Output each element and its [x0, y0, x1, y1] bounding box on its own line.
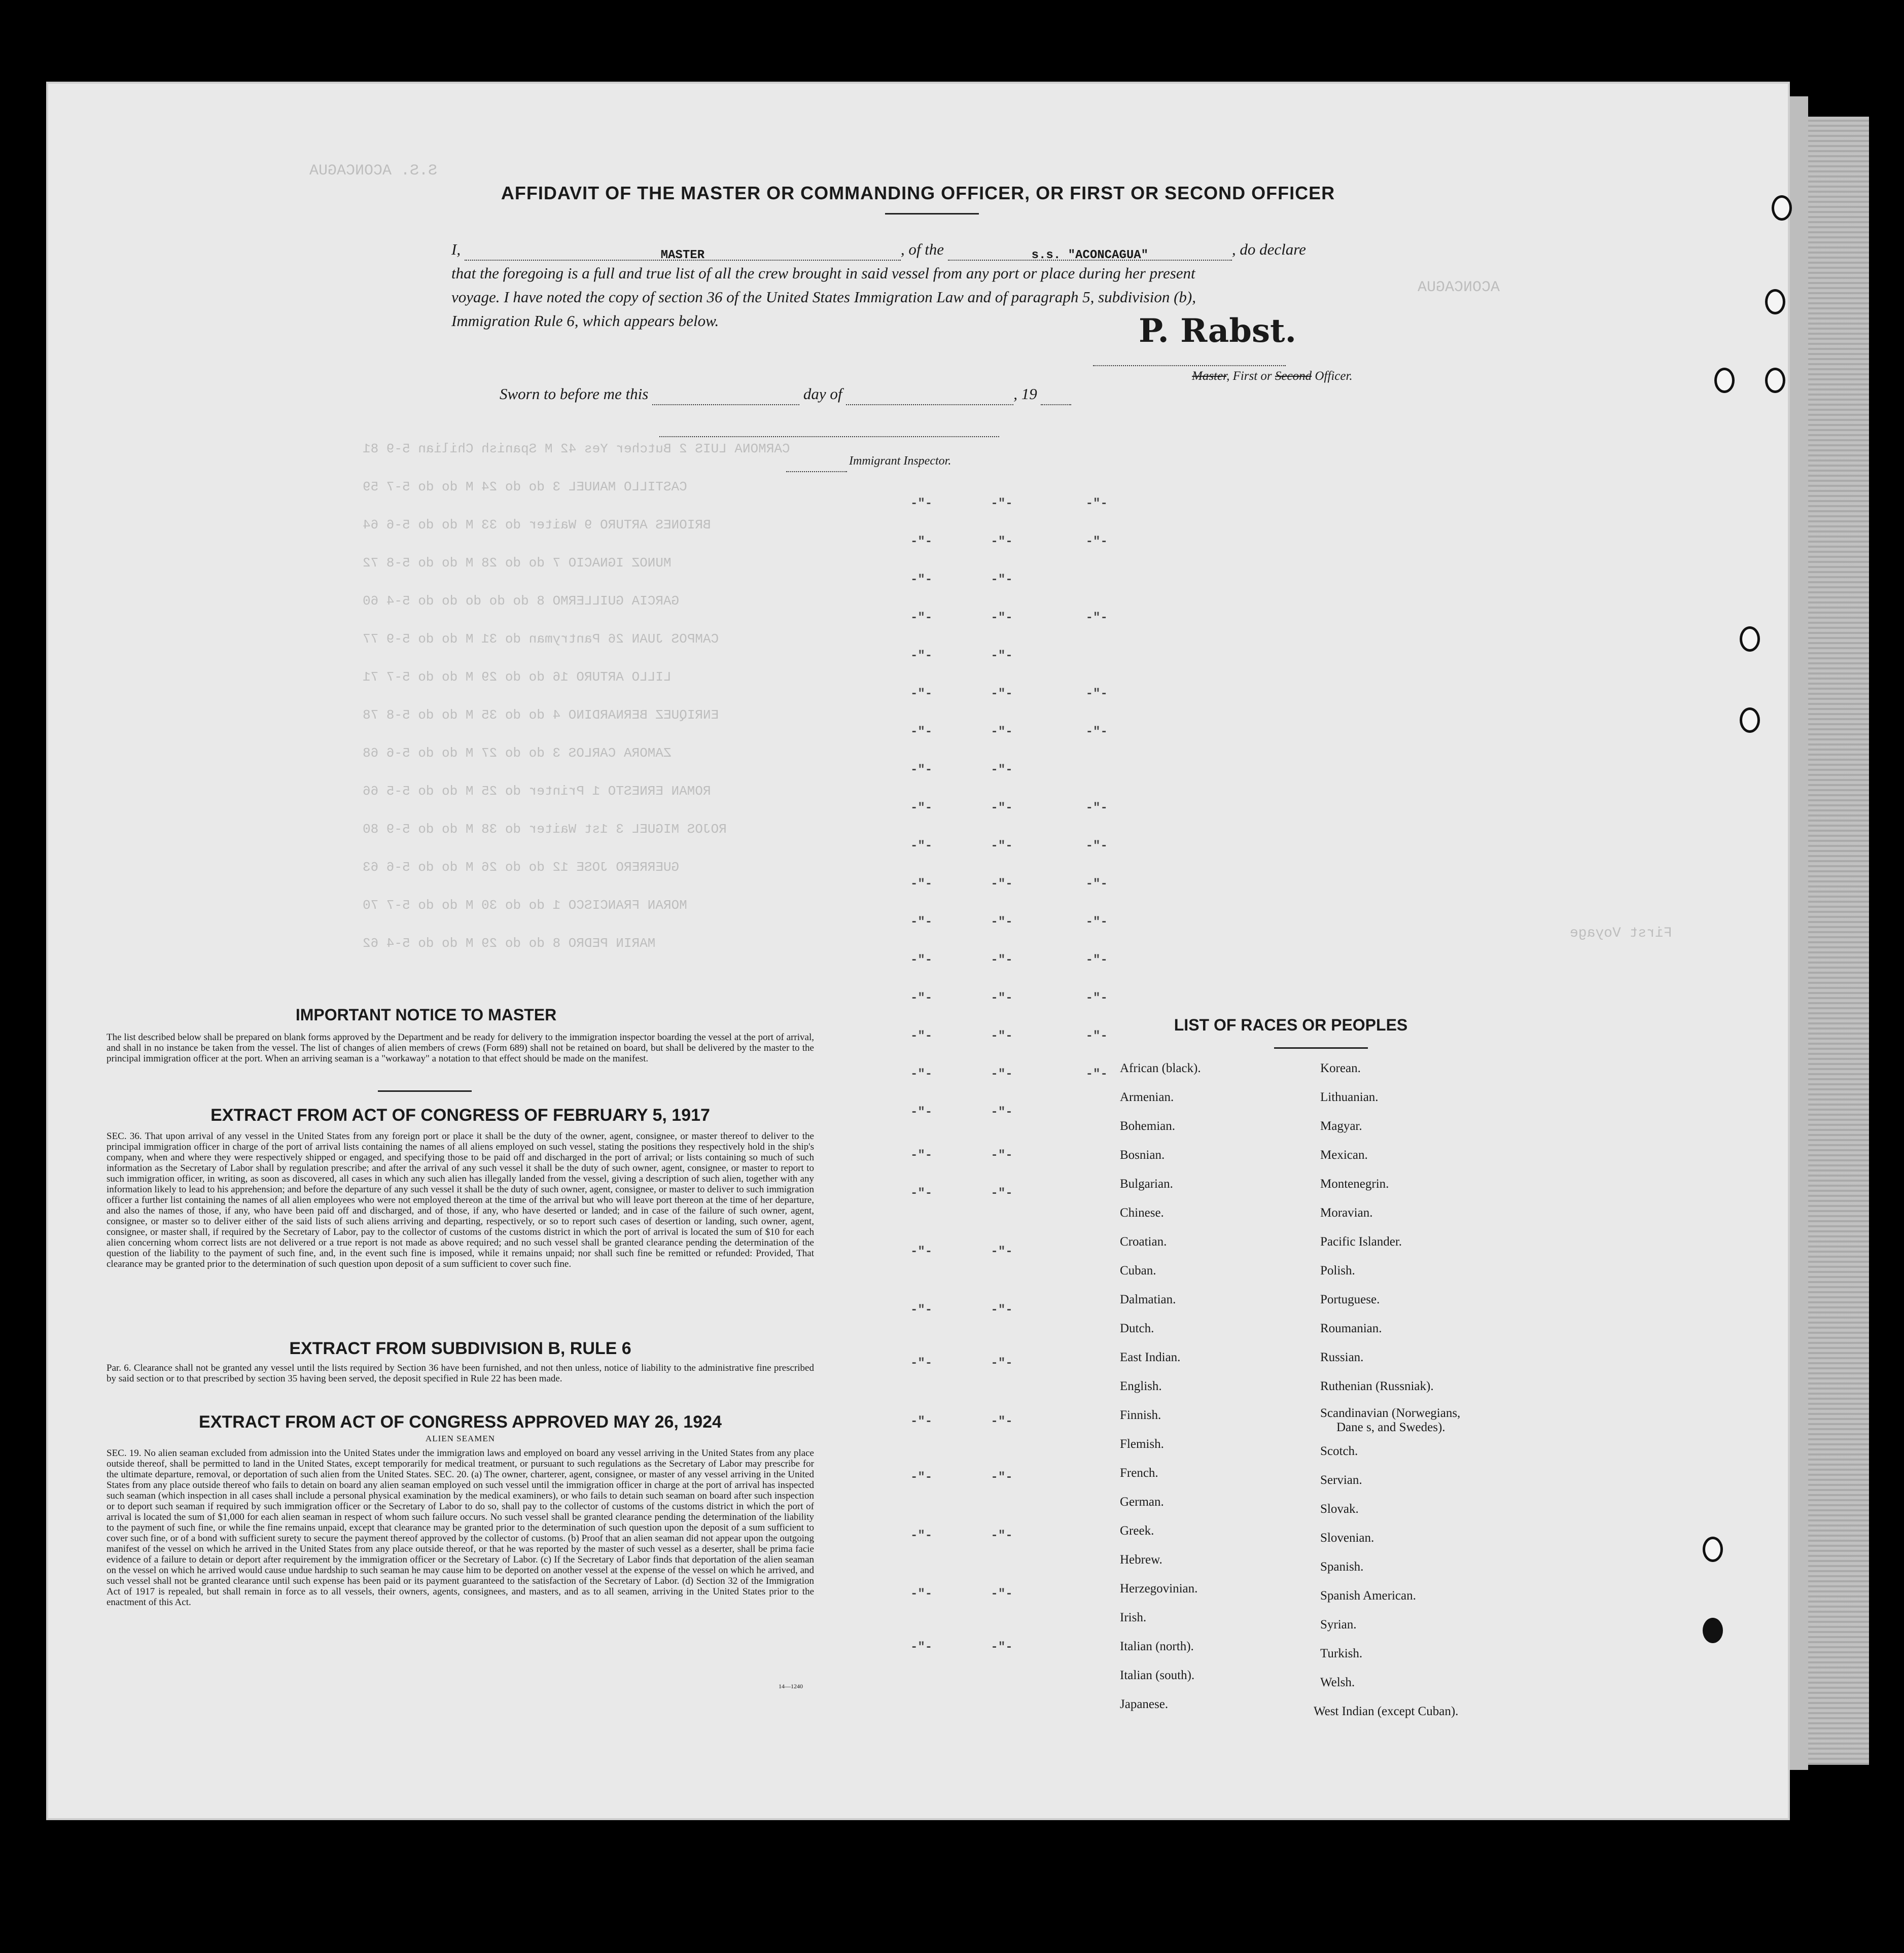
- race-item: Polish.: [1320, 1264, 1355, 1277]
- ghost-row: ZAMORA CARLOS 3 do do 27 M do do 5-6 68: [363, 745, 672, 761]
- notice-rule: [378, 1090, 472, 1092]
- officer-caption-end: Officer.: [1315, 369, 1353, 383]
- race-item: German.: [1120, 1495, 1164, 1509]
- inspector-line: [786, 450, 951, 472]
- race-item: Irish.: [1120, 1611, 1147, 1624]
- race-item: English.: [1120, 1379, 1162, 1393]
- ghost-row: BRIONES ARTURO 9 Waiter do 33 M do do 5-6 64: [363, 517, 711, 532]
- ghost-row: CAMPOS JUAN 26 Pantryman do 31 M do do 5-9 77: [363, 631, 719, 647]
- year-prefix: , 19: [1013, 385, 1037, 403]
- ghost-row: LILLO ARTURO 16 do do 29 M do do 5-7 71: [363, 669, 672, 685]
- race-item: Greek.: [1120, 1524, 1154, 1538]
- race-item: Dane s, and Swedes).: [1336, 1421, 1445, 1434]
- affidavit-line-2: that the foregoing is a full and true list of all the crew brought in said vessel from any port or place during her present: [451, 264, 1195, 282]
- sworn-prefix: Sworn to before me this: [500, 385, 649, 403]
- race-item: Japanese.: [1120, 1697, 1169, 1711]
- race-item: Slovenian.: [1320, 1531, 1374, 1545]
- declarant-prefix: I,: [451, 240, 461, 258]
- affidavit-line-3: voyage. I have noted the copy of section 36 of the United States Immigration Law and of paragraph 5, subdivision (b),: [451, 288, 1196, 306]
- punch-hole: [1740, 626, 1760, 652]
- race-item: West Indian (except Cuban).: [1314, 1705, 1459, 1718]
- ghost-row: GARCIA GUILLERMO 8 do do do do do 5-4 60: [363, 593, 680, 609]
- ghost-header-right: ACONCAGUA: [1418, 279, 1500, 296]
- race-item: Pacific Islander.: [1320, 1235, 1402, 1249]
- notice-title: IMPORTANT NOTICE TO MASTER: [295, 1006, 557, 1024]
- race-item: Armenian.: [1120, 1090, 1174, 1104]
- race-item: Finnish.: [1120, 1408, 1161, 1422]
- day-of-label: day of: [803, 385, 842, 403]
- inspector-signature-line: [659, 436, 999, 437]
- officer-caption-first: , First or: [1226, 369, 1272, 383]
- ghost-row: GUERRERO JOSE 12 do do 26 M do do 5-6 63: [363, 860, 680, 875]
- punch-hole: [1703, 1618, 1723, 1643]
- ghost-row: ROJOS MIGUEL 3 1st Waiter do 38 M do do 5-9 80: [363, 822, 727, 837]
- of-the-label: , of the: [900, 240, 944, 258]
- race-item: Chinese.: [1120, 1206, 1164, 1220]
- race-item: Syrian.: [1320, 1618, 1357, 1631]
- race-item: Portuguese.: [1320, 1293, 1380, 1306]
- punch-hole: [1765, 289, 1785, 314]
- race-item: Welsh.: [1320, 1676, 1355, 1689]
- declarant-name: MASTER: [465, 244, 901, 261]
- races-rule: [1274, 1047, 1368, 1049]
- affidavit-line-1: [451, 238, 1466, 261]
- ghost-row: MORAN FRANCISCO 1 do do 30 M do do 5-7 70: [363, 898, 687, 913]
- stacked-pages-edge: [1808, 117, 1869, 1765]
- officer-caption-master: Master: [1192, 369, 1227, 383]
- ghost-row: MUNOZ IGNACIO 7 do do 28 M do do 5-8 72: [363, 555, 672, 571]
- race-item: Spanish.: [1320, 1560, 1364, 1574]
- punch-hole: [1765, 368, 1785, 393]
- ghost-row: ROMAN ERNESTO 1 Printer do 25 M do do 5-5 66: [363, 784, 711, 799]
- officer-caption-second: Second: [1275, 369, 1312, 383]
- do-declare-label: , do declare: [1231, 240, 1306, 258]
- race-item: Dutch.: [1120, 1322, 1154, 1335]
- races-title: LIST OF RACES OR PEOPLES: [1174, 1016, 1408, 1034]
- form-number: 14—1240: [779, 1683, 803, 1690]
- ghost-row: CARMONA LUIS 2 Butcher Yes 42 M Spanish Chilian 5-9 81: [363, 441, 790, 456]
- master-signature: P. Rabst.: [1139, 312, 1296, 350]
- race-item: Russian.: [1320, 1351, 1364, 1364]
- race-item: Servian.: [1320, 1473, 1362, 1487]
- manifest-page: S.S. ACONCAGUA ACONCAGUA First Voyage CARMONA LUIS 2 Butcher Yes 42 M Spanish Chilian 5-9 81 CASTILLO MANUEL 3 do do 24 M do do 5-7 59 BRIONES ARTURO 9 Waiter do 33 M do do 5-6 64 MUNOZ IGNACIO 7 do do 28 M do do 5-8 72 GARCIA GUILLERMO 8 do do do do do 5-4 60 CAMPOS JUAN 26 Pantryman do 31 M do do 5-9 77 LILLO ARTURO 16 do do 29 M do do 5-7 71 ENRIQUEZ BERNARDINO 4 do do 35 M do do 5-8 78 ZAMORA CARLOS 3 do do 27 M do do 5-6 68 ROMAN ERNESTO 1 Printer do 25 M do do 5-5 66 ROJOS MIGUEL 3 1st Waiter do 38 M do do 5-9 80 GUERRERO JOSE 12 do do 26 M do do 5-6 63 MORAN FRANCISCO 1 do do 30 M do do 5-7 70 MARIN PEDRO 8 do do 29 M do do 5-4 62 -"- -"- -"- -"- -"- -"- -"- -"- -"- -"- -"- -"- -"- -"- -"- -"- -"- -"- -"- -"- -"- -"- -"- -"- -"- -"- -"- -"- -"- -"- -"- -"- -"- -"- -"- -"- -"- -"- -"- -"- -"- -"- -"- -"- -"- -"- -"- -"- -"- -"- -"- -"- -"- -"- -"- -"- -"- -"- -"- -"- -"- -"- -"- -"- -"- -"- -"- AFFIDAVIT OF THE MASTER OR COMMANDING OFFICER, OR FIRST OR SECOND OFFICER I, MASTER , of the s.s. "ACONCAGUA" , do declare that the foregoing is a full and true list of all the crew brought in said vessel from any port or place during her present voyage. I have noted the copy of section 36 of the United States Immigration Law and of paragraph 5, subdivision (b), Immigration Rule 6, which appears below. P. Rabst. Master, First or Second Officer. Sworn to before me this day of , 19 Immigrant Inspector. IMPORTANT NOTICE TO MASTER The list described below shall be prepared on blank forms approved by the Department and be ready for delivery to the immigration inspector boarding the vessel at the port of arrival, and shall in no instance be taken from the vessel. The list of changes of alien members of crews (Form 689) shall not be retained on board, but shall be delivered by the master to the principal immigration officer at the port. When an arriving seaman is a "workaway" a notation to that effect should be made on the manifest. EXTRACT FROM ACT OF CONGRESS OF FEBRUARY 5, 1917 SEC. 36. That upon arrival of any vessel in the United States from any foreign port or place it shall be the duty of the owner, agent, consignee, or master thereof to deliver to the principal immigration officer in charge of the port of arrival lists containing the names of all aliens employed on such vessel, stating the positions they respectively hold in the ship's company, when and where they were respectively shipped or engaged, and specifying those to be paid off and discharged in the port of arrival; or lists containing so much of such information as the Secretary of Labor shall by regulation prescribe; and after the arrival of any such vessel it shall be the duty of such owner, agent, consignee, or master to report to such immigration officer, in writing, as soon as discovered, all cases in which any such alien has illegally landed from the vessel, giving a description of such alien, together with any information likely to lead to his apprehension; and before the departure of any such vessel it shall be the duty of such owner, agent, consignee, or master to deliver to such immigration officer a further list containing the names of all alien employees who were not employed thereon at the time of the arrival but who will leave port thereon at the time of her departure, and also the names of those, if any, who have been paid off and discharged, and of those, if any, who have deserted or landed; and in case of the failure of such owner, agent, consignee, or master so to deliver either of the said lists of such aliens arriving and departing, respectively, or so to report such cases of desertion or landing, such owner, agent, consignee, or master shall, if required by the Secretary of Labor, pay to the collector of customs of the customs district in which the port of arrival is located the sum of $10 for each alien concerning whom correct lists are not delivered or a true report is not made as above required; and no such vessel shall be granted clearance pending the determination of the question of the liability to the payment of such fine, and, in the event such fine is imposed, while it remains unpaid; nor shall such fine be remitted or refunded: Provided, That clearance may be granted prior to the determination of such question upon deposit of a sum sufficient to cover such fine. EXTRACT FROM SUBDIVISION B, RULE 6 Par. 6. Clearance shall not be granted any vessel until the lists required by Section 36 have been furnished, and not then unless, notice of liability to the administrative fine prescribed by said section or to that prescribed by section 35 having been served, the deposit specified in Rule 22 has been made. EXTRACT FROM ACT OF CONGRESS APPROVED MAY 26, 1924 ALIEN SEAMEN SEC. 19. No alien seaman excluded from admission into the United States under the immigration laws and employed on board any vessel arriving in the United States from any place outside thereof, shall be permitted to land in the United States, except temporarily for medical treatment, or pursuant to such regulations as the Secretary of Labor may prescribe for the ultimate departure, removal, or deportation of such alien from the United States. SEC. 20. (a) The owner, charterer, agent, consignee, or master of any vessel arriving in the United States from any place outside thereof who fails to detain on board any alien seaman employed on such vessel until the immigration officer in charge at the port of arrival has inspected such seaman (which inspection in all cases shall include a personal physical examination by the medical examiners), or who fails to detain such seaman on board after such inspection or to deport such seaman if required by such immigration officer or the Secretary of Labor to do so, shall pay to the collector of customs of the customs district in which the port of arrival is located the sum of $1,000 for each alien seaman in respect of whom such failure occurs. No such vessel shall be granted clearance pending the determination of the liability to the payment of such fine, or while the fine remains unpaid, except that clearance may be granted prior to the determination of such question upon the deposit of a sum sufficient to cover such fine, or of a bond with sufficient surety to secure the payment thereof approved by the collector of customs. (b) Proof that an alien seaman did not appear upon the outgoing manifest of the vessel on which he arrived in the United States from any place outside thereof, or that he was reported by the master of such vessel as a deserter, shall be prima facie evidence of a failure to detain or deport after requirement by the immigration officer or the Secretary of Labor. (c) If the Secretary of Labor finds that deportation of the alien seaman on the vessel on which he arrived would cause undue hardship to such seaman he may cause him to be deported on another vessel at the expense of the vessel on which he arrived, and such vessel shall not be granted clearance until such expense has been paid or its payment guaranteed to the satisfaction of the Secretary of Labor. (d) Section 32 of the Immigration Act of 1917 is repealed, but shall remain in force as to all vessels, their owners, agents, consignees, and masters, and as to all seamen, arriving in the United States prior to the enactment of this Act. 14—1240 LIST OF RACES OR PEOPLES African (black). Armenian. Bohemian. Bosnian. Bulgarian. Chinese. Croatian. Cuban. Dalmatian. Dutch. East Indian. English. Finnish. Flemish. French. German. Greek. Hebrew. Herzegovinian. Irish. Italian (north). Italian (south). Japanese. Korean. Lithuanian. Magyar. Mexican. Montenegrin. Moravian. Pacific Islander. Polish. Portuguese. Roumanian. Russian. Ruthenian (Russniak). Scandinavian (Norwegians, Dane s, and Swedes). Scotch. Servian. Slovak. Slovenian. Spanish. Spanish American. Syrian. Turkish. Welsh. West Indian (except Cuban).: [48, 84, 1788, 1818]
- extract-1917-title: EXTRACT FROM ACT OF CONGRESS OF FEBRUARY 5, 1917: [210, 1106, 710, 1125]
- title-rule: [885, 213, 979, 215]
- race-item: Bulgarian.: [1120, 1177, 1173, 1191]
- race-item: Hebrew.: [1120, 1553, 1162, 1567]
- ghost-note: First Voyage: [1570, 926, 1672, 941]
- extract-rule6-title: EXTRACT FROM SUBDIVISION B, RULE 6: [289, 1339, 631, 1358]
- affidavit-title: AFFIDAVIT OF THE MASTER OR COMMANDING OFFICER, OR FIRST OR SECOND OFFICER: [501, 183, 1335, 203]
- punch-hole: [1714, 368, 1735, 393]
- sworn-day-field[interactable]: [652, 389, 799, 405]
- race-item: Herzegovinian.: [1120, 1582, 1198, 1595]
- punch-hole: [1740, 707, 1760, 733]
- extract-1924-body: SEC. 19. No alien seaman excluded from admission into the United States under the immigration laws and employed on board any vessel arriving in the United States from any place outside thereof, shall be permitted to land in the United States, except temporarily for medical treatment, or pursuant to such regulations as the Secretary of Labor may prescribe for the ultimate departure, removal, or deportation of such alien from the United States. SEC. 20. (a) The owner, charterer, agent, consignee, or master of any vessel arriving in the United States from any place outside thereof who fails to detain on board any alien seaman employed on such vessel until the immigration officer in charge at the port of arrival has inspected such seaman (which inspection in all cases shall include a personal physical examination by the medical examiners), or who fails to detain such seaman on board after such inspection or to deport such seaman if required by such immigration officer or the Secretary of Labor to do so, shall pay to the collector of customs of the customs district in which the port of arrival is located the sum of $1,000 for each alien seaman in respect of whom such failure occurs. No such vessel shall be granted clearance pending the determination of the liability to the payment of such fine, or while the fine remains unpaid, except that clearance may be granted prior to the determination of such question upon the deposit of a sum sufficient to cover such fine, or of a bond with sufficient surety to secure the payment thereof approved by the collector of customs. (b) Proof that an alien seaman did not appear upon the outgoing manifest of the vessel on which he arrived in the United States from any place outside thereof, or that he was reported by the master of such vessel as a deserter, shall be prima facie evidence of a failure to detain or deport after requirement by the immigration officer or the Secretary of Labor. (c) If the Secretary of Labor finds that deportation of the alien seaman on the vessel on which he arrived would cause undue hardship to such seaman he may cause him to be deported on another vessel at the expense of the vessel on which he arrived, and such vessel shall not be granted clearance until such expense has been paid or its payment guaranteed to the satisfaction of the Secretary of Labor. (d) Section 32 of the Immigration Act of 1917 is repealed, but shall remain in force as to all vessels, their owners, agents, consignees, and masters, and as to all seamen, arriving in the United States prior to the enactment of this Act.: [107, 1448, 814, 1608]
- ghost-row: ENRIQUEZ BERNARDINO 4 do do 35 M do do 5-8 78: [363, 707, 719, 723]
- race-item: Mexican.: [1320, 1148, 1368, 1162]
- race-item: African (black).: [1120, 1061, 1201, 1075]
- extract-1924-title: EXTRACT FROM ACT OF CONGRESS APPROVED MAY 26, 1924: [199, 1412, 722, 1432]
- race-item: Flemish.: [1120, 1437, 1164, 1451]
- sworn-month-field[interactable]: [846, 389, 1013, 405]
- ghost-row: CASTILLO MANUEL 3 do do 24 M do do 5-7 59: [363, 479, 687, 494]
- race-item: Scandinavian (Norwegians,: [1320, 1406, 1461, 1420]
- race-item: Slovak.: [1320, 1502, 1359, 1516]
- race-item: Moravian.: [1320, 1206, 1373, 1220]
- ghost-header-left: S.S. ACONCAGUA: [309, 162, 438, 180]
- race-item: Scotch.: [1320, 1444, 1358, 1458]
- notice-body: The list described below shall be prepared on blank forms approved by the Department and be ready for delivery to the immigration inspector boarding the vessel at the port of arrival, and shall in no instance be taken from the vessel. The list of changes of alien members of crews (Form 689) shall not be retained on board, but shall be delivered by the master to the principal immigration officer at the port. When an arriving seaman is a "workaway" a notation to that effect should be made on the manifest.: [107, 1032, 814, 1064]
- race-item: Bosnian.: [1120, 1148, 1165, 1162]
- race-item: French.: [1120, 1466, 1158, 1480]
- inspector-label: Immigrant Inspector.: [849, 454, 951, 468]
- race-item: Spanish American.: [1320, 1589, 1416, 1603]
- inspector-name-field[interactable]: [786, 462, 847, 472]
- race-item: Magyar.: [1320, 1119, 1362, 1133]
- page-edge-shadow: [1788, 96, 1808, 1770]
- race-item: East Indian.: [1120, 1351, 1181, 1364]
- race-item: Dalmatian.: [1120, 1293, 1176, 1306]
- race-item: Cuban.: [1120, 1264, 1156, 1277]
- affidavit-line-4: Immigration Rule 6, which appears below.: [451, 312, 719, 330]
- race-item: Montenegrin.: [1320, 1177, 1389, 1191]
- race-item: Turkish.: [1320, 1647, 1363, 1660]
- extract-1917-body: SEC. 36. That upon arrival of any vessel in the United States from any foreign port or place it shall be the duty of the owner, agent, consignee, or master thereof to deliver to the principal immigration officer in charge of the port of arrival lists containing the names of all aliens employed on such vessel, stating the positions they respectively hold in the ship's company, when and where they were respectively shipped or engaged, and specifying those to be paid off and discharged in the port of arrival; or lists containing so much of such information as the Secretary of Labor shall by regulation prescribe; and after the arrival of any such vessel it shall be the duty of such owner, agent, consignee, or master to report to such immigration officer, in writing, as soon as discovered, all cases in which any such alien has illegally landed from the vessel, giving a description of such alien, together with any information likely to lead to his apprehension; and before the departure of any such vessel it shall be the duty of such owner, agent, consignee, or master to deliver to such immigration officer a further list containing the names of all alien employees who were not employed thereon at the time of the arrival but who will leave port thereon at the time of her departure, and also the names of those, if any, who have been paid off and discharged, and of those, if any, who have deserted or landed; and in case of the failure of such owner, agent, consignee, or master so to deliver either of the said lists of such aliens arriving and departing, respectively, or so to report such cases of desertion or landing, such owner, agent, consignee, or master shall, if required by the Secretary of Labor, pay to the collector of customs of the customs district in which the port of arrival is located the sum of $10 for each alien concerning whom correct lists are not delivered or a true report is not made as above required; and no such vessel shall be granted clearance pending the determination of the question of the liability to the payment of such fine, and, in the event such fine is imposed, while it remains unpaid; nor shall such fine be remitted or refunded: Provided, That clearance may be granted prior to the determination of such question upon deposit of a sum sufficient to cover such fine.: [107, 1131, 814, 1269]
- punch-hole: [1703, 1537, 1723, 1562]
- race-item: Roumanian.: [1320, 1322, 1382, 1335]
- sworn-year-field[interactable]: [1041, 389, 1071, 405]
- race-item: Korean.: [1320, 1061, 1361, 1075]
- race-item: Italian (north).: [1120, 1640, 1194, 1653]
- race-item: Lithuanian.: [1320, 1090, 1379, 1104]
- race-item: Italian (south).: [1120, 1668, 1195, 1682]
- race-item: Bohemian.: [1120, 1119, 1176, 1133]
- race-item: Ruthenian (Russniak).: [1320, 1379, 1434, 1393]
- sworn-line: [500, 383, 1071, 405]
- extract-rule6-body: Par. 6. Clearance shall not be granted any vessel until the lists required by Section 36 have been furnished, and not then unless, notice of liability to the administrative fine prescribed by said section or to that prescribed by section 35 having been served, the deposit specified in Rule 22 has been made.: [107, 1363, 814, 1384]
- vessel-name: s.s. "ACONCAGUA": [948, 244, 1232, 261]
- ghost-row: MARIN PEDRO 8 do do 29 M do do 5-4 62: [363, 936, 656, 951]
- extract-1924-subtitle: ALIEN SEAMEN: [425, 1434, 496, 1443]
- race-item: Croatian.: [1120, 1235, 1167, 1249]
- officer-caption: [1192, 365, 1353, 387]
